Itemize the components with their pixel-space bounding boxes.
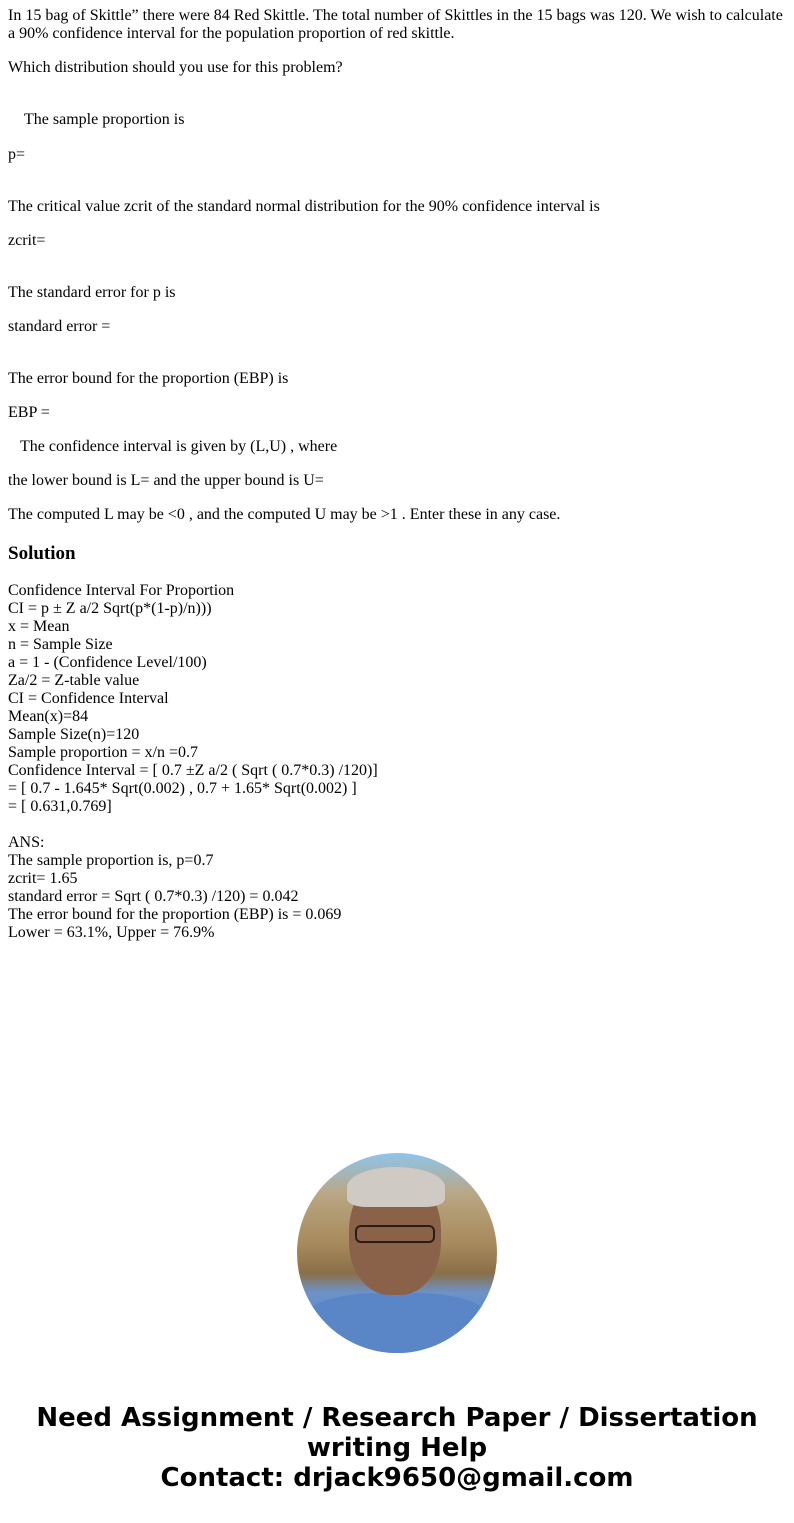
footer-line-1: Need Assignment / Research Paper / Dissertation	[36, 1403, 758, 1433]
solution-line: The error bound for the proportion (EBP) is = 0.069	[8, 906, 342, 923]
solution-line: a = 1 - (Confidence Level/100)	[8, 654, 207, 671]
ebp-label: The error bound for the proportion (EBP) is	[8, 370, 289, 387]
sample-proportion-label: The sample proportion is	[24, 111, 185, 128]
note: The computed L may be <0 , and the computed U may be >1 . Enter these in any case.	[8, 506, 561, 523]
footer-contact: Contact: drjack9650@gmail.com	[160, 1463, 634, 1493]
solution-line: = [ 0.7 - 1.645* Sqrt(0.002) , 0.7 + 1.65* Sqrt(0.002) ]	[8, 780, 357, 797]
standard-error-field: standard error =	[8, 318, 111, 335]
solution-body	[8, 582, 378, 942]
footer-banner	[0, 1403, 794, 1493]
author-photo	[297, 1153, 497, 1353]
solution-line: ANS:	[8, 834, 45, 851]
solution-line: = [ 0.631,0.769]	[8, 798, 112, 815]
question-intro: In 15 bag of Skittle” there were 84 Red Skittle. The total number of Skittles in the 15 bags was 120. We wish to calculate a 90% confidence interval for the population proportion of red skittle.	[8, 7, 783, 42]
solution-line: Sample proportion = x/n =0.7	[8, 744, 199, 761]
standard-error-label: The standard error for p is	[8, 284, 176, 301]
critical-value-label: The critical value zcrit of the standard normal distribution for the 90% confidence interval is	[8, 198, 600, 215]
solution-line: CI = Confidence Interval	[8, 690, 169, 707]
solution-line: Za/2 = Z-table value	[8, 672, 140, 689]
solution-line: Mean(x)=84	[8, 708, 89, 725]
solution-line	[8, 816, 378, 834]
solution-line: Lower = 63.1%, Upper = 76.9%	[8, 924, 215, 941]
distribution-prompt: Which distribution should you use for this problem?	[8, 59, 343, 76]
ebp-field: EBP =	[8, 404, 50, 421]
zcrit-field: zcrit=	[8, 232, 46, 249]
solution-line: zcrit= 1.65	[8, 870, 78, 887]
solution-line: Confidence Interval For Proportion	[8, 582, 235, 599]
p-field: p=	[8, 146, 26, 163]
solution-line: CI = p ± Z a/2 Sqrt(p*(1-p)/n)))	[8, 600, 212, 617]
solution-line: The sample proportion is, p=0.7	[8, 852, 214, 869]
footer-line-2: writing Help	[306, 1433, 488, 1463]
solution-heading: Solution	[8, 543, 76, 564]
solution-line: standard error = Sqrt ( 0.7*0.3) /120) = 0.042	[8, 888, 299, 905]
solution-line: Sample Size(n)=120	[8, 726, 140, 743]
solution-line: x = Mean	[8, 618, 70, 635]
bounds-field: the lower bound is L= and the upper bound is U=	[8, 472, 324, 489]
ci-label: The confidence interval is given by (L,U) , where	[20, 438, 338, 455]
solution-line: n = Sample Size	[8, 636, 113, 653]
solution-line: Confidence Interval = [ 0.7 ±Z a/2 ( Sqrt ( 0.7*0.3) /120)]	[8, 762, 378, 779]
